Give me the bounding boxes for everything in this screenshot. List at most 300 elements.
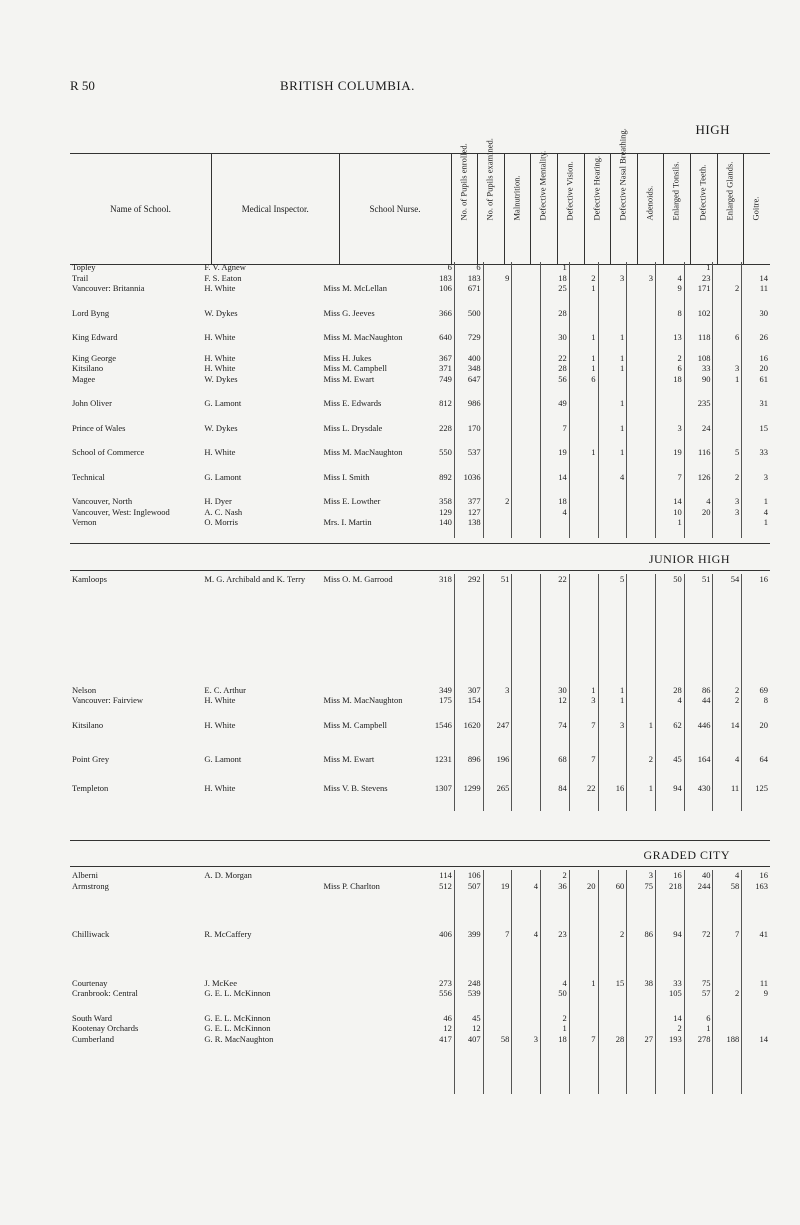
table-cell-number: 86: [684, 685, 713, 696]
table-cell-number: 23: [541, 929, 570, 940]
col-goitre: Goitre.: [750, 196, 761, 221]
table-cell-number: 154: [454, 695, 483, 706]
table-cell-number: [713, 262, 742, 273]
table-cell-number: 12: [426, 1023, 454, 1034]
table-cell-number: 28: [541, 308, 570, 319]
table-cell-number: 3: [598, 273, 627, 284]
table-cell-text: Miss M. Ewart: [323, 754, 375, 764]
table-cell-number: [569, 507, 598, 518]
table-cell-number: [627, 517, 656, 528]
col-tonsils: Enlarged Tonsils.: [664, 154, 691, 265]
table-cell-text: Miss G. Jeeves: [323, 307, 375, 318]
table-cell-number: 18: [541, 496, 570, 507]
table-cell-number: 126: [684, 472, 713, 483]
table-cell-number: [627, 447, 656, 458]
table-row: [70, 574, 770, 585]
table-cell-number: 400: [454, 353, 483, 364]
table-cell-text: Technical: [72, 471, 105, 482]
col-malnutrition: Malnutrition.: [504, 154, 531, 265]
row-spacer: [70, 384, 770, 398]
table-cell-number: [512, 574, 541, 585]
table-cell-number: 7: [655, 472, 684, 483]
table-cell-number: 749: [426, 374, 454, 385]
table-cell-number: 9: [655, 283, 684, 294]
table-cell-number: 3: [627, 870, 656, 881]
table-cell-number: 16: [759, 870, 768, 880]
table-cell-number: 3: [483, 685, 512, 696]
table-cell-number: [541, 517, 570, 528]
table-cell-number: 4: [763, 506, 768, 517]
table-cell-text: [321, 1023, 426, 1034]
table-cell-text: A. D. Morgan: [204, 870, 252, 880]
row-spacer: [70, 482, 770, 496]
graded-city-table: [70, 870, 770, 1094]
row-spacer: [70, 765, 770, 783]
table-cell-number: [713, 398, 742, 409]
table-cell-number: 196: [483, 754, 512, 765]
col-vision: Defective Vision.: [557, 154, 584, 265]
table-cell-number: 18: [541, 273, 570, 284]
table-cell-number: 56: [541, 374, 570, 385]
table-row: [70, 308, 770, 319]
table-cell-number: 1: [569, 332, 598, 343]
table-cell-number: 90: [684, 374, 713, 385]
table-cell-text: G. E. L. McKinnon: [204, 988, 271, 998]
table-cell-number: [713, 423, 742, 434]
table-cell-number: 45: [655, 754, 684, 765]
table-cell-number: 30: [759, 307, 768, 318]
table-cell-number: [627, 398, 656, 409]
section-title-junior-high: JUNIOR HIGH: [648, 552, 730, 566]
table-cell-text: Kitsilano: [72, 719, 104, 730]
table-cell-number: 18: [655, 374, 684, 385]
table-cell-number: 1: [598, 685, 627, 696]
table-cell-number: 248: [454, 978, 483, 989]
table-cell-number: 38: [627, 978, 656, 989]
table-row: [70, 881, 770, 892]
table-cell-number: 60: [598, 881, 627, 892]
table-cell-text: [321, 978, 426, 989]
table-cell-number: 1: [569, 363, 598, 374]
table-cell-text: Kootenay Orchards: [72, 1023, 139, 1033]
table-cell-text: O. Morris: [204, 517, 238, 527]
col-inspector: Medical Inspector.: [211, 154, 339, 265]
table-cell-number: 1: [655, 517, 684, 528]
table-cell-number: 183: [454, 273, 483, 284]
table-row: [70, 273, 770, 284]
table-cell-text: [321, 1034, 426, 1045]
table-cell-text: Miss E. Edwards: [323, 398, 382, 408]
table-cell-text: Point Grey: [72, 754, 110, 764]
table-cell-number: [569, 929, 598, 940]
table-cell-number: [598, 374, 627, 385]
table-cell-number: 14: [655, 1013, 684, 1024]
table-cell-number: 366: [426, 308, 454, 319]
table-cell-text: F. V. Agnew: [204, 262, 246, 272]
table-cell-number: 417: [426, 1034, 454, 1045]
divider: [70, 543, 770, 544]
table-cell-number: [483, 507, 512, 518]
table-cell-number: 68: [541, 754, 570, 765]
table-row: [70, 929, 770, 940]
table-cell-number: [569, 517, 598, 528]
table-cell-number: 235: [684, 398, 713, 409]
row-spacer: [70, 999, 770, 1013]
table-cell-text: M. G. Archibald and K. Terry: [204, 574, 306, 584]
table-cell-number: [627, 507, 656, 518]
junior-high-table: [70, 574, 770, 811]
table-cell-number: [569, 1023, 598, 1034]
table-cell-text: G. Lamont: [204, 754, 242, 764]
table-cell-number: [512, 1013, 541, 1024]
table-cell-number: 94: [655, 929, 684, 940]
table-row: [70, 1023, 770, 1034]
table-cell-number: [627, 472, 656, 483]
table-cell-number: [742, 1023, 770, 1034]
table-cell-number: 74: [541, 720, 570, 731]
table-cell-number: 292: [454, 574, 483, 585]
table-cell-number: 28: [655, 685, 684, 696]
table-cell-number: 175: [426, 695, 454, 706]
col-nurse: School Nurse.: [339, 154, 451, 265]
table-row: [70, 447, 770, 458]
table-cell-number: [512, 308, 541, 319]
table-cell-text: Templeton: [72, 782, 109, 793]
table-cell-number: 3: [512, 1034, 541, 1045]
table-cell-number: 1: [569, 447, 598, 458]
table-cell-number: 20: [684, 507, 713, 518]
col-mentality: Defective Mentality.: [531, 154, 558, 265]
col-hearing: Defective Hearing.: [584, 154, 611, 265]
table-cell-number: 4: [541, 978, 570, 989]
table-row: [70, 262, 770, 273]
table-cell-number: 57: [684, 988, 713, 999]
table-cell-number: 106: [454, 870, 483, 881]
table-cell-number: 407: [454, 1034, 483, 1045]
table-cell-number: 1: [684, 1023, 713, 1034]
table-cell-number: [713, 978, 742, 989]
table-cell-number: [512, 988, 541, 999]
row-spacer: [70, 528, 770, 538]
table-cell-number: 273: [426, 978, 454, 989]
table-cell-text: [321, 262, 426, 273]
table-cell-text: Nelson: [72, 684, 97, 695]
table-cell-number: 1: [627, 783, 656, 794]
table-cell-text: [321, 929, 426, 940]
table-cell-text: A. C. Nash: [204, 506, 243, 517]
table-cell-number: 15: [598, 978, 627, 989]
table-cell-number: [713, 517, 742, 528]
table-cell-number: 371: [426, 363, 454, 374]
table-row: [70, 720, 770, 731]
table-cell-number: 1: [569, 685, 598, 696]
table-cell-number: [569, 870, 598, 881]
col-adenoids: Adenoids.: [637, 154, 664, 265]
table-cell-number: [512, 754, 541, 765]
table-cell-number: 12: [454, 1023, 483, 1034]
table-cell-number: [483, 262, 512, 273]
table-cell-number: 4: [713, 870, 742, 881]
table-cell-number: 140: [426, 517, 454, 528]
table-cell-number: 1: [627, 720, 656, 731]
table-cell-number: [483, 374, 512, 385]
table-cell-number: 163: [755, 880, 768, 891]
row-spacer: [70, 706, 770, 720]
table-cell-number: [483, 472, 512, 483]
table-cell-text: Miss M. MacNaughton: [323, 447, 403, 457]
table-cell-number: [598, 870, 627, 881]
table-cell-text: W. Dykes: [204, 373, 238, 384]
table-cell-number: 10: [655, 507, 684, 518]
table-cell-number: 228: [426, 423, 454, 434]
col-glands: Enlarged Glands.: [717, 154, 744, 265]
table-cell-number: [684, 517, 713, 528]
table-cell-number: 7: [569, 754, 598, 765]
table-row: [70, 870, 770, 881]
table-cell-number: [483, 517, 512, 528]
table-cell-number: 1: [684, 262, 713, 273]
table-cell-number: 13: [655, 332, 684, 343]
table-cell-text: Miss M. MacNaughton: [323, 695, 403, 705]
table-cell-number: [512, 353, 541, 364]
section-title-graded: GRADED CITY: [643, 848, 730, 862]
table-row: [70, 685, 770, 696]
table-cell-number: 41: [759, 929, 768, 939]
table-cell-number: 170: [454, 423, 483, 434]
row-spacer: [70, 343, 770, 353]
table-cell-number: 75: [627, 881, 656, 892]
table-cell-number: 4: [598, 472, 627, 483]
table-cell-number: [512, 273, 541, 284]
table-cell-number: 14: [655, 496, 684, 507]
table-cell-text: H. White: [204, 363, 236, 373]
table-cell-text: W. Dykes: [204, 422, 238, 433]
table-cell-number: [598, 507, 627, 518]
table-cell-number: 33: [759, 447, 768, 457]
table-cell-text: Chilliwack: [72, 929, 110, 939]
page-number: R 50: [70, 78, 95, 93]
table-cell-number: [627, 332, 656, 343]
table-cell-number: [627, 1023, 656, 1034]
table-cell-text: Prince of Wales: [72, 422, 126, 433]
col-name: Name of School.: [70, 154, 211, 265]
table-cell-number: 2: [541, 1013, 570, 1024]
table-cell-number: [655, 398, 684, 409]
table-cell-number: 4: [541, 507, 570, 518]
table-cell-text: Vernon: [72, 517, 97, 527]
table-cell-number: 69: [759, 684, 768, 695]
table-row: [70, 754, 770, 765]
col-examined: No. of Pupils examined.: [478, 154, 505, 265]
table-cell-number: 4: [655, 695, 684, 706]
table-cell-number: 44: [684, 695, 713, 706]
table-cell-text: Miss M. MacNaughton: [323, 332, 403, 342]
table-cell-text: [321, 685, 426, 696]
table-cell-number: 892: [426, 472, 454, 483]
table-cell-text: Trail: [72, 272, 89, 283]
col-enrolled: No. of Pupils enrolled.: [451, 154, 478, 265]
table-cell-number: [512, 685, 541, 696]
table-cell-text: H. White: [204, 695, 236, 705]
table-cell-text: Miss M. Campbell: [323, 363, 387, 373]
table-cell-number: 116: [684, 447, 713, 458]
table-cell-number: [512, 720, 541, 731]
table-cell-text: Mrs. I. Martin: [323, 517, 372, 527]
table-cell-number: 86: [627, 929, 656, 940]
table-cell-number: 512: [426, 881, 454, 892]
table-cell-number: 539: [454, 988, 483, 999]
table-row: [70, 353, 770, 364]
section-title-high: HIGH: [695, 122, 730, 137]
table-cell-text: Lord Byng: [72, 307, 110, 318]
table-cell-text: W. Dykes: [204, 307, 238, 318]
table-row: [70, 517, 770, 528]
row-spacer: [70, 1044, 770, 1094]
table-cell-number: 75: [684, 978, 713, 989]
table-cell-number: 19: [483, 881, 512, 892]
table-cell-number: 2: [541, 870, 570, 881]
table-cell-number: 550: [426, 447, 454, 458]
table-cell-number: 14: [759, 272, 768, 283]
table-cell-number: 647: [454, 374, 483, 385]
table-cell-number: [627, 423, 656, 434]
table-cell-text: Miss O. M. Garrood: [323, 574, 393, 584]
table-cell-number: [569, 308, 598, 319]
row-spacer: [70, 793, 770, 811]
table-cell-number: 14: [713, 720, 742, 731]
high-school-table: [70, 262, 770, 538]
table-cell-number: 1: [541, 1023, 570, 1034]
table-cell-number: [483, 332, 512, 343]
table-cell-text: Vancouver, West: Inglewood: [72, 506, 170, 517]
table-cell-number: 125: [755, 782, 768, 793]
table-cell-number: [569, 574, 598, 585]
divider: [70, 570, 770, 571]
table-cell-number: [569, 262, 598, 273]
table-cell-number: [598, 308, 627, 319]
table-cell-number: 1: [598, 695, 627, 706]
table-cell-number: 28: [598, 1034, 627, 1045]
table-cell-number: [569, 398, 598, 409]
table-row: [70, 363, 770, 374]
table-cell-number: 49: [541, 398, 570, 409]
table-cell-number: [483, 978, 512, 989]
table-cell-number: 500: [454, 308, 483, 319]
table-cell-number: 7: [713, 929, 742, 940]
table-cell-text: J. McKee: [204, 977, 237, 988]
table-cell-number: [512, 472, 541, 483]
table-row: [70, 398, 770, 409]
table-cell-number: 1: [569, 353, 598, 364]
table-cell-number: 3: [627, 273, 656, 284]
table-cell-text: Miss E. Lowther: [323, 496, 381, 506]
table-cell-number: [512, 332, 541, 343]
table-cell-number: 640: [426, 332, 454, 343]
table-cell-number: [483, 870, 512, 881]
table-cell-number: 7: [569, 720, 598, 731]
table-cell-number: 164: [684, 754, 713, 765]
table-cell-number: [713, 353, 742, 364]
table-cell-number: [742, 1013, 770, 1024]
table-cell-number: [598, 496, 627, 507]
table-cell-number: 94: [655, 783, 684, 794]
table-cell-number: [483, 423, 512, 434]
table-cell-number: 3: [713, 363, 742, 374]
table-cell-number: 358: [426, 496, 454, 507]
table-cell-number: 129: [426, 507, 454, 518]
table-row: [70, 507, 770, 518]
table-cell-number: 105: [655, 988, 684, 999]
table-cell-text: Topley: [72, 262, 96, 272]
table-cell-number: [512, 398, 541, 409]
table-cell-number: 183: [426, 273, 454, 284]
table-cell-text: H. White: [204, 352, 236, 363]
table-cell-number: 4: [655, 273, 684, 284]
table-cell-number: 4: [512, 881, 541, 892]
table-cell-number: 348: [454, 363, 483, 374]
table-cell-number: [483, 447, 512, 458]
table-cell-number: [598, 754, 627, 765]
table-cell-number: [483, 283, 512, 294]
table-row: [70, 783, 770, 794]
table-cell-number: [512, 507, 541, 518]
table-cell-text: Kamloops: [72, 574, 107, 584]
table-row: [70, 283, 770, 294]
table-cell-text: Miss V. B. Stevens: [323, 782, 388, 793]
table-cell-number: [512, 363, 541, 374]
table-cell-text: South Ward: [72, 1012, 113, 1023]
table-cell-text: Vancouver: Britannia: [72, 283, 145, 293]
table-cell-number: 1: [598, 363, 627, 374]
table-cell-number: 20: [759, 363, 768, 373]
table-cell-number: 3: [598, 720, 627, 731]
table-cell-number: 8: [763, 695, 768, 705]
table-cell-number: [627, 308, 656, 319]
table-cell-number: 218: [655, 881, 684, 892]
table-cell-number: [483, 363, 512, 374]
row-spacer: [70, 940, 770, 978]
table-cell-number: 16: [759, 352, 768, 363]
table-cell-number: [627, 262, 656, 273]
table-cell-text: Miss M. Campbell: [323, 719, 387, 730]
table-cell-text: Vancouver: Fairview: [72, 695, 144, 705]
table-cell-number: [627, 685, 656, 696]
table-cell-text: Courtenay: [72, 977, 108, 988]
table-cell-number: 58: [713, 881, 742, 892]
table-cell-number: 25: [541, 283, 570, 294]
table-cell-number: 247: [483, 720, 512, 731]
table-cell-number: 244: [684, 881, 713, 892]
table-cell-number: 1: [541, 262, 570, 273]
table-cell-number: 3: [569, 695, 598, 706]
table-cell-number: 406: [426, 929, 454, 940]
table-cell-number: 399: [454, 929, 483, 940]
table-cell-number: 46: [426, 1013, 454, 1024]
table-cell-number: 318: [426, 574, 454, 585]
table-cell-number: [713, 1023, 742, 1034]
table-cell-number: [512, 496, 541, 507]
table-cell-number: 50: [655, 574, 684, 585]
row-spacer: [70, 585, 770, 685]
table-row: [70, 988, 770, 999]
table-cell-number: 1: [569, 978, 598, 989]
table-cell-number: [483, 1013, 512, 1024]
divider: [70, 840, 770, 841]
table-cell-number: 6: [655, 363, 684, 374]
table-cell-number: 106: [426, 283, 454, 294]
table-cell-text: School of Commerce: [72, 447, 145, 457]
col-nasal: Defective Nasal Breathing.: [611, 154, 638, 265]
